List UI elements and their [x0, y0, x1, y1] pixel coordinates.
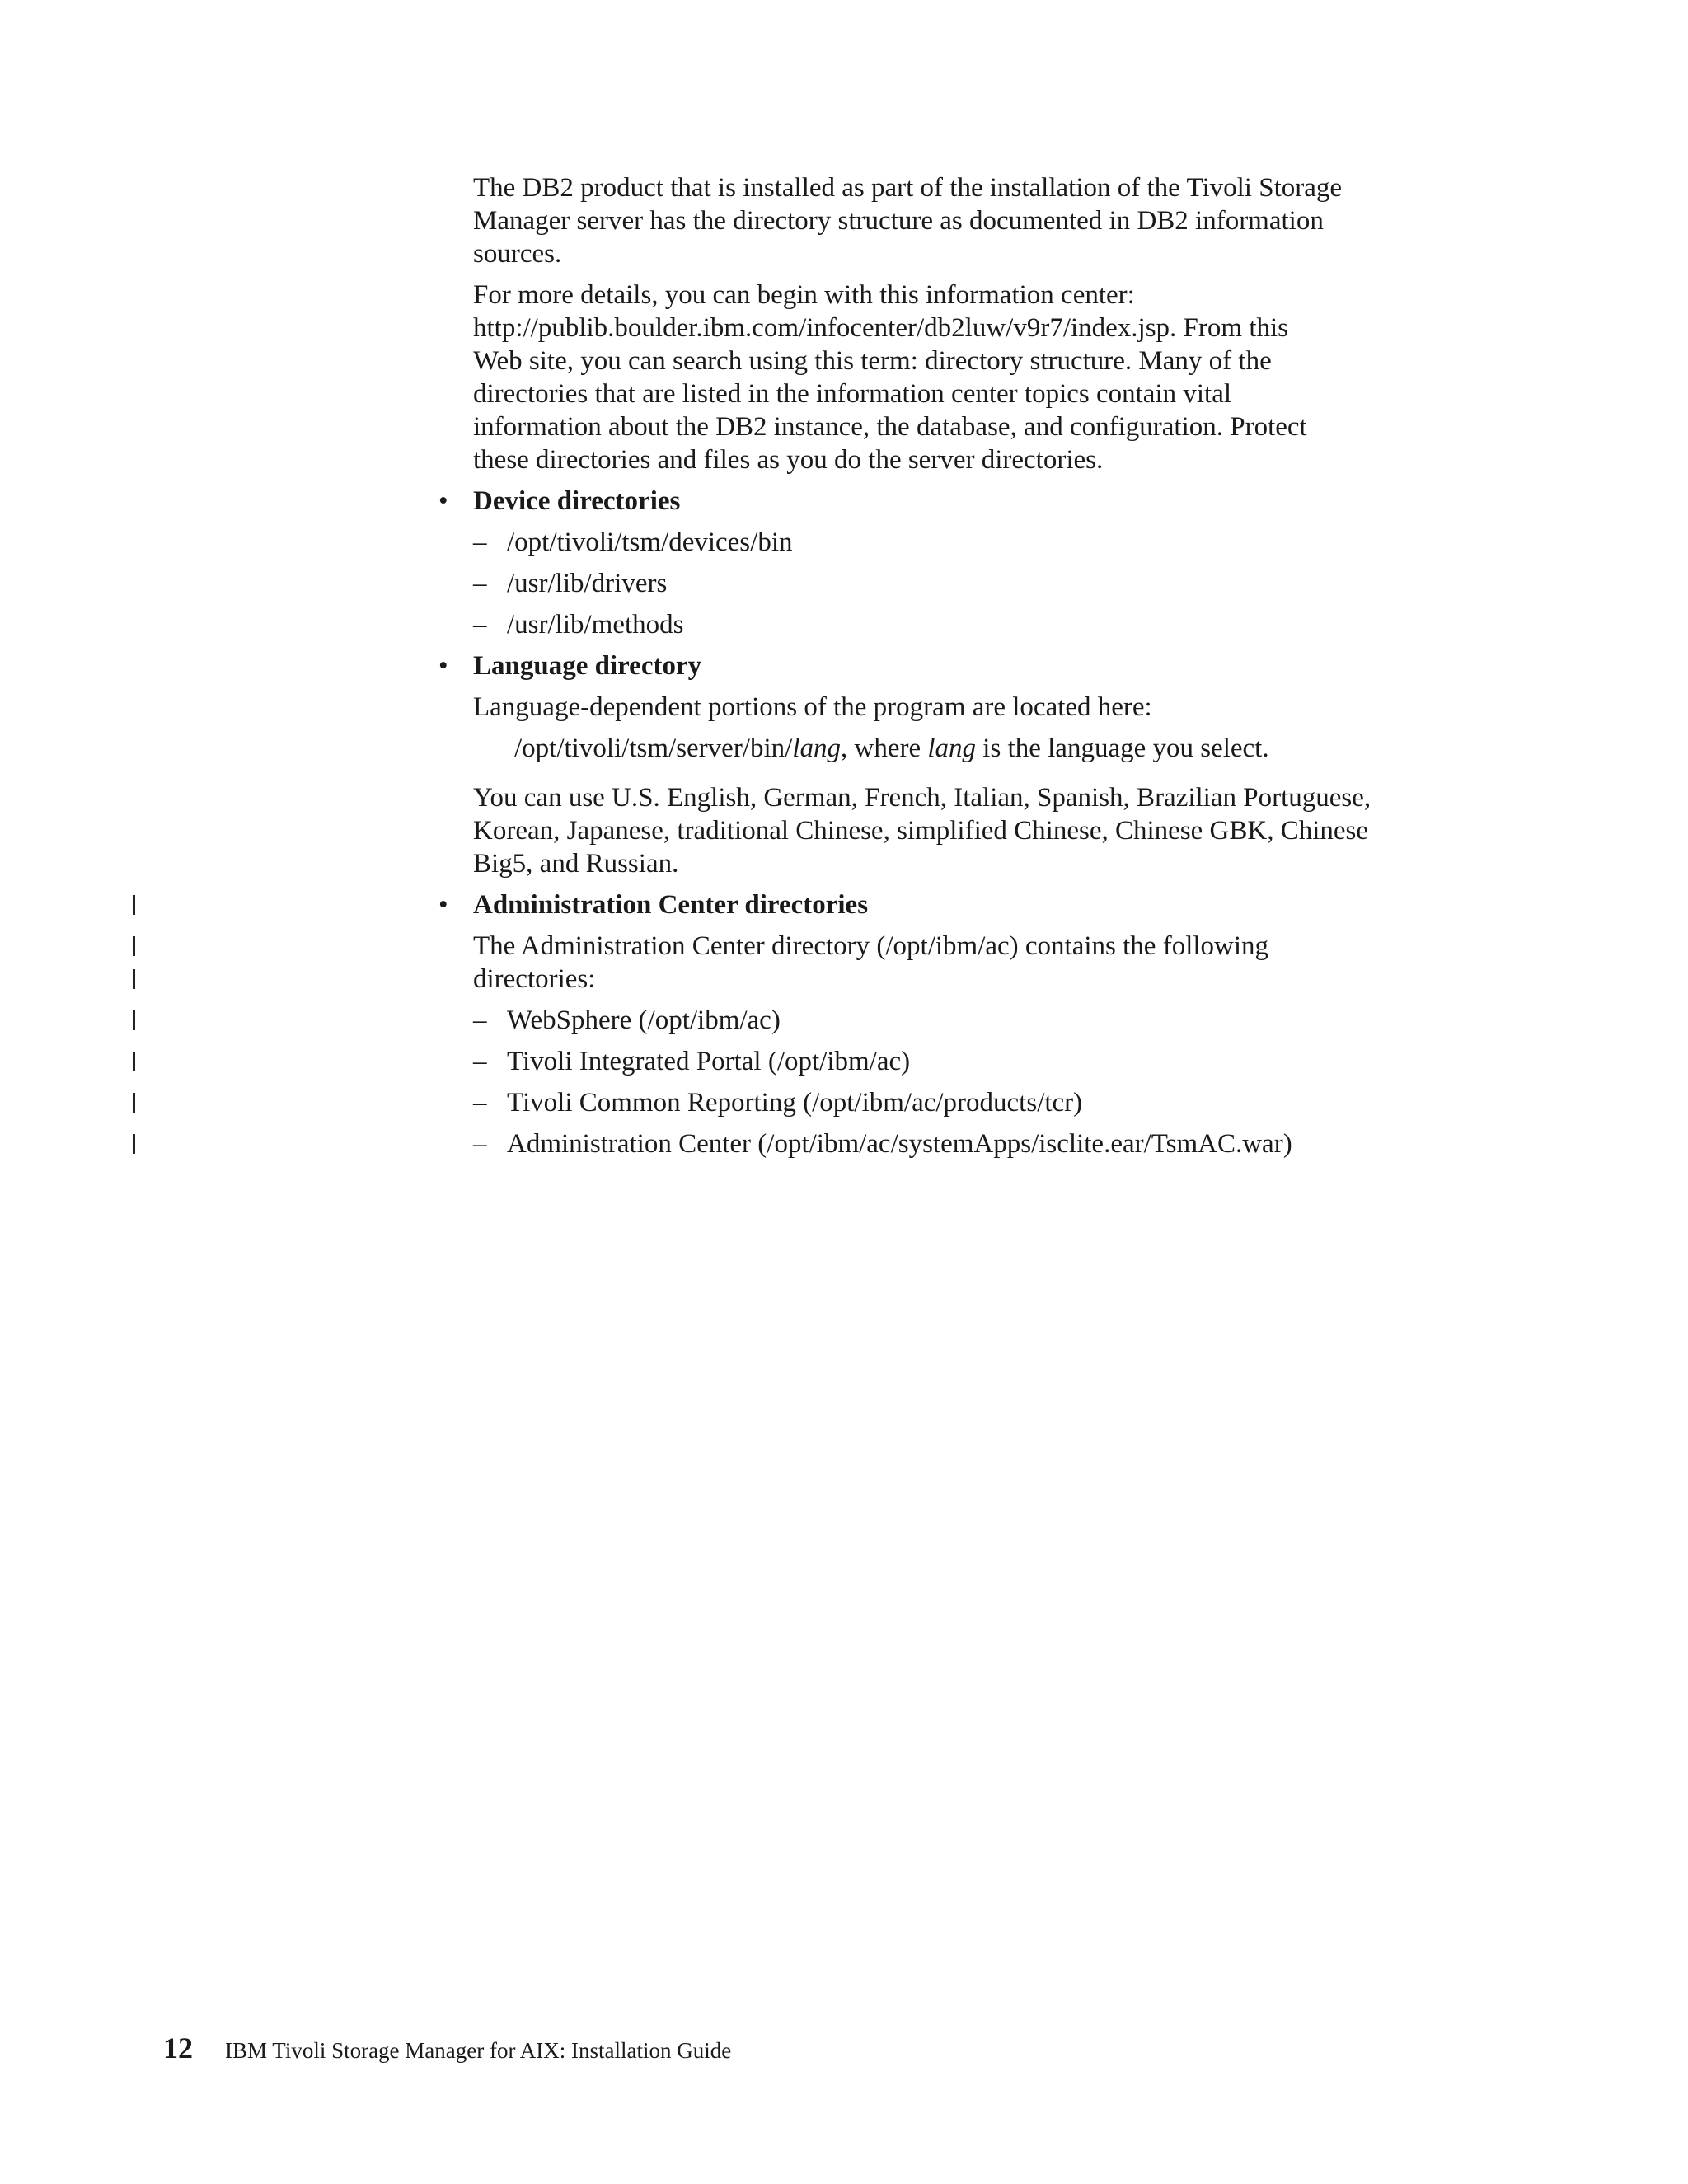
languages-paragraph-line: You can use U.S. English, German, French, Italian, Spanish, Brazilian Portuguese, — [473, 783, 1372, 813]
language-path-variable-2: lang — [927, 733, 977, 763]
change-bar — [133, 969, 135, 989]
language-path-variable: lang — [792, 733, 841, 763]
languages-paragraph-line: Big5, and Russian. — [473, 849, 679, 879]
language-directory-heading: Language directory — [473, 651, 702, 681]
admin-center-heading: Administration Center directories — [473, 890, 869, 920]
change-bar — [133, 1052, 135, 1071]
dash-icon: – — [473, 610, 487, 640]
admin-directory-item: Tivoli Integrated Portal (/opt/ibm/ac) — [507, 1047, 911, 1076]
dash-icon: – — [473, 569, 487, 598]
dash-icon: – — [473, 1005, 487, 1035]
details-paragraph-line: Web site, you can search using this term: directory structure. Many of the — [473, 346, 1272, 376]
change-bar — [133, 936, 135, 956]
language-path-line — [514, 732, 1269, 765]
bullet-icon: • — [438, 651, 448, 681]
bullet-icon: • — [438, 486, 448, 516]
language-path-prefix: /opt/tivoli/tsm/server/bin/ — [514, 733, 793, 763]
dash-icon: – — [473, 527, 487, 557]
admin-intro-line: directories: — [473, 964, 596, 994]
db2-paragraph-line: Manager server has the directory structure as documented in DB2 information — [473, 206, 1324, 236]
change-bar — [133, 1093, 135, 1113]
change-bar — [133, 1010, 135, 1030]
page-number: 12 — [163, 2032, 193, 2064]
languages-paragraph-line: Korean, Japanese, traditional Chinese, simplified Chinese, Chinese GBK, Chinese — [473, 816, 1369, 846]
admin-directory-item: WebSphere (/opt/ibm/ac) — [507, 1005, 781, 1035]
details-paragraph-line: information about the DB2 instance, the database, and configuration. Protect — [473, 412, 1307, 442]
admin-directory-item: Tivoli Common Reporting (/opt/ibm/ac/products/tcr) — [507, 1088, 1083, 1118]
change-bar — [133, 895, 135, 915]
change-bar — [133, 1134, 135, 1154]
footer-book-title: IBM Tivoli Storage Manager for AIX: Installation Guide — [225, 2038, 732, 2063]
device-directories-heading: Device directories — [473, 486, 681, 516]
device-path-item: /usr/lib/drivers — [507, 569, 668, 598]
language-path-suffix: is the language you select. — [976, 733, 1269, 763]
dash-icon: – — [473, 1129, 487, 1159]
db2-paragraph-line: sources. — [473, 239, 562, 269]
language-intro: Language-dependent portions of the program are located here: — [473, 692, 1152, 722]
device-path-item: /opt/tivoli/tsm/devices/bin — [507, 527, 793, 557]
details-paragraph-line: directories that are listed in the information center topics contain vital — [473, 379, 1232, 409]
admin-directory-item: Administration Center (/opt/ibm/ac/systemApps/isclite.ear/TsmAC.war) — [507, 1129, 1292, 1159]
details-paragraph-line: For more details, you can begin with this information center: — [473, 280, 1135, 310]
device-path-item: /usr/lib/methods — [507, 610, 684, 640]
language-path-mid: , where — [841, 733, 928, 763]
details-paragraph-line: http://publib.boulder.ibm.com/infocenter/db2luw/v9r7/index.jsp. From this — [473, 313, 1289, 343]
details-paragraph-line: these directories and files as you do the server directories. — [473, 445, 1104, 475]
dash-icon: – — [473, 1047, 487, 1076]
db2-paragraph-line: The DB2 product that is installed as part of the installation of the Tivoli Storage — [473, 173, 1343, 203]
admin-intro-line: The Administration Center directory (/opt/ibm/ac) contains the following — [473, 931, 1269, 961]
bullet-icon: • — [438, 890, 448, 920]
dash-icon: – — [473, 1088, 487, 1118]
